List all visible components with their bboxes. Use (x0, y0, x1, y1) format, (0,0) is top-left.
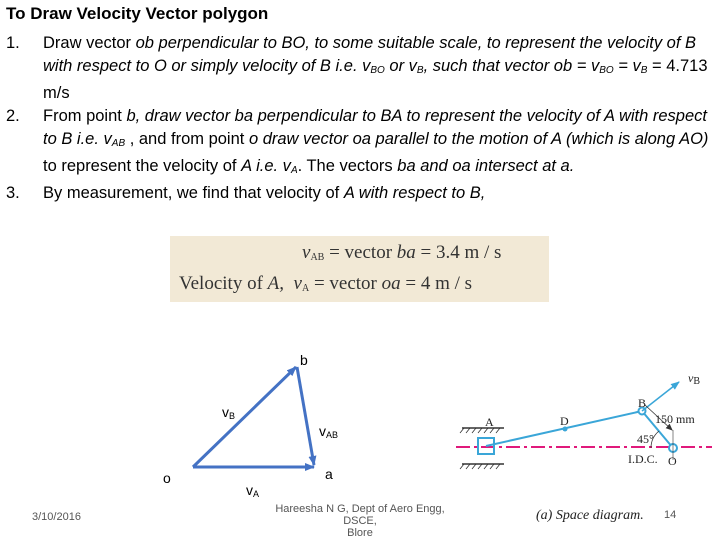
step-number: 3. (6, 184, 20, 202)
label-vb (222, 404, 235, 421)
space-diagram-caption: (a) Space diagram. (536, 508, 644, 523)
space-label-vb (688, 371, 700, 387)
eq-vector: oa (381, 273, 401, 294)
label-text: v (246, 482, 253, 498)
label-subscript: B (693, 376, 700, 387)
step-text-part: , and from point (125, 130, 249, 148)
space-diagram (452, 360, 720, 528)
space-label-angle: 45° (637, 432, 654, 446)
eq-subscript: AB (310, 252, 325, 263)
step-subscript: B (640, 65, 648, 76)
space-label-d: D (560, 414, 569, 428)
label-text: v (222, 404, 229, 420)
step-text-part: Draw vector (43, 34, 136, 52)
eq-value: = 3.4 m / s (415, 242, 502, 263)
step-text-part: A with respect to B, (343, 184, 486, 202)
step-subscript: AB (111, 138, 126, 149)
ground-hatch-left (460, 428, 504, 469)
space-label-a: A (485, 415, 494, 429)
eq-text: = vector (324, 242, 397, 263)
label-text: v (319, 423, 326, 439)
footer-author-line: Hareesha N G, Dept of Aero Engg, DSCE, (275, 503, 445, 527)
eq-subscript: A (301, 283, 310, 294)
vector-ob (193, 367, 296, 467)
label-b: b (300, 352, 308, 368)
step-text-part: to represent the velocity of (43, 157, 242, 175)
footer-author-line: Blore (347, 527, 373, 539)
eq-value: = 4 m / s (400, 273, 473, 294)
step-subscript: BO (599, 65, 614, 76)
space-label-idc: I.D.C. (628, 452, 658, 466)
step-text-part: ob perpendicular to BO, to some suitable scale, to represent the velocity of B with respect to O or simply velocity of B i.e. v (43, 34, 696, 75)
step-subscript: A (290, 165, 298, 176)
step-text-part: A i.e. v (241, 157, 291, 175)
space-label-b: B (638, 396, 647, 410)
step-number: 2. (6, 107, 20, 125)
label-subscript: B (229, 411, 236, 421)
space-label-o: O (668, 454, 677, 468)
step-text-part: . The vectors (297, 157, 398, 175)
eq-symbol: v (302, 242, 311, 263)
space-label-length: 150 mm (655, 412, 695, 426)
label-o: o (163, 470, 171, 486)
step-text-part: From point (43, 107, 127, 125)
step-text-part: = 4.713 m/s (43, 57, 708, 102)
label-subscript: AB (326, 430, 339, 440)
step-subscript: B (416, 65, 424, 76)
eq-symbol: A, (267, 273, 285, 294)
step-text-part: or v (384, 57, 417, 75)
footer-date: 3/10/2016 (32, 511, 81, 523)
footer-author (258, 503, 462, 539)
space-diagram-drawing (452, 360, 720, 528)
vector-ba (297, 367, 314, 465)
label-subscript: A (253, 489, 260, 499)
label-text: v (688, 371, 694, 385)
step-text-part: , such that vector ob = v (423, 57, 600, 75)
step-subscript: BO (370, 65, 385, 76)
slide-title: To Draw Velocity Vector polygon (6, 4, 269, 23)
eq-text: Velocity of (179, 273, 268, 294)
eq-vector: ba (396, 242, 416, 263)
step-text-part: ba and oa intersect at a. (397, 157, 575, 175)
eq-text: = vector (309, 273, 382, 294)
step-text-part: b, draw vector ba perpendicular to BA to represent the velocity of A with respect to B i.e. v (43, 107, 707, 148)
label-va (246, 482, 259, 499)
eq-symbol: v (293, 273, 302, 294)
step-number: 1. (6, 34, 20, 52)
vb-arrow (642, 382, 679, 411)
step-text-part: = v (613, 57, 641, 75)
page-number: 14 (664, 509, 677, 521)
step-text-part: o draw vector oa parallel to the motion of A (which is along AO) (248, 130, 709, 148)
label-a: a (325, 466, 333, 482)
label-vab (319, 423, 338, 440)
step-text-part: By measurement, we find that velocity of (43, 184, 344, 202)
